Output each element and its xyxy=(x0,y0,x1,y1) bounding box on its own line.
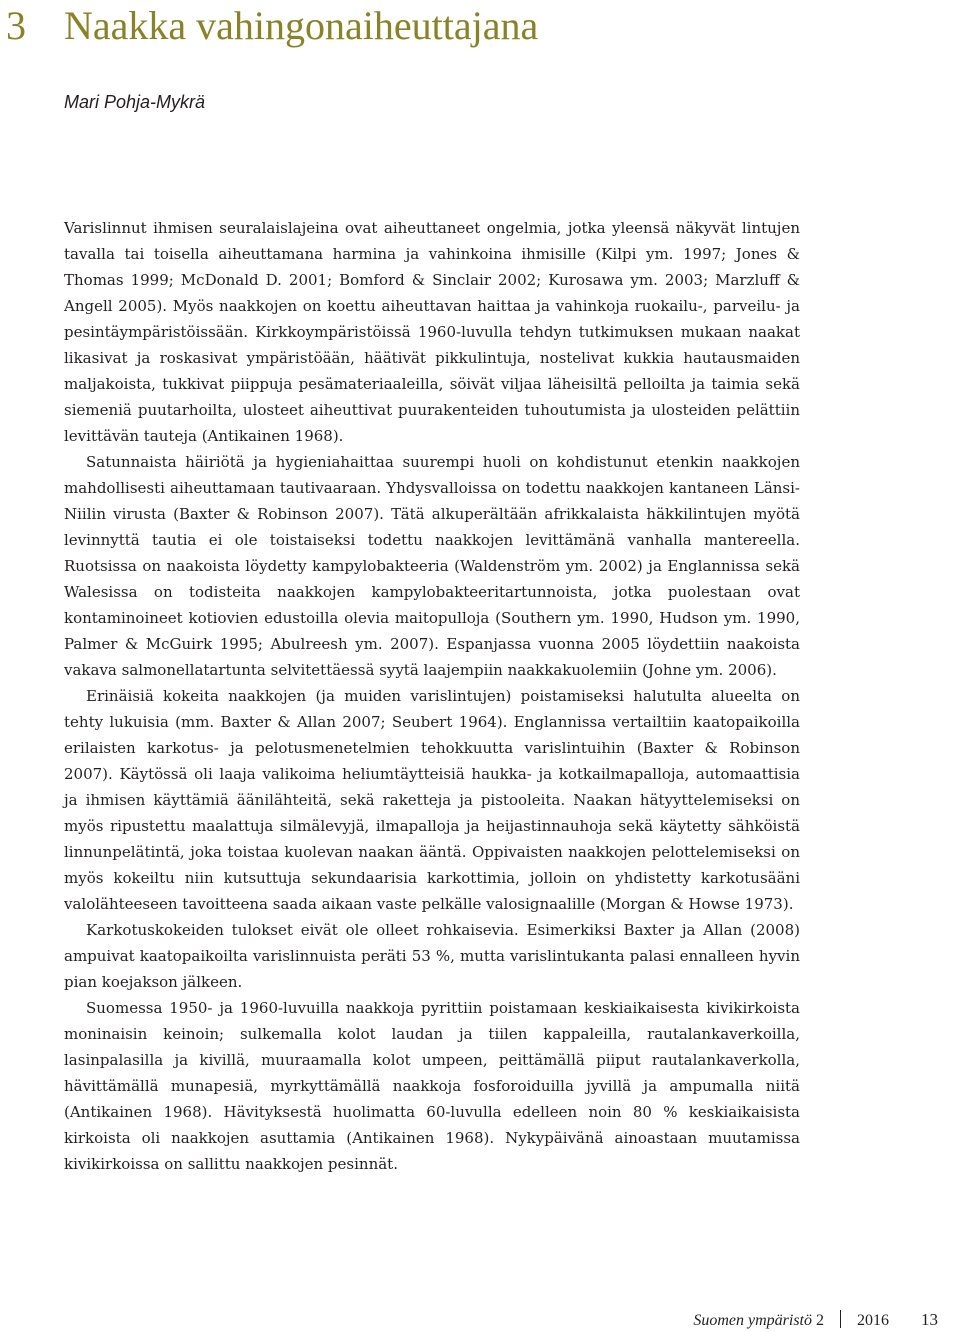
page-footer xyxy=(693,1310,938,1331)
chapter-title: Naakka vahingonaiheuttajana xyxy=(64,3,539,48)
article-body xyxy=(64,215,800,1177)
author-name: Mari Pohja-Mykrä xyxy=(64,92,206,112)
chapter-heading xyxy=(6,4,538,48)
footer-issue: 2 xyxy=(816,1312,824,1329)
paragraph-3: Erinäisiä kokeita naakkojen (ja muiden varislintujen) poistamiseksi halutulta alueelta on tehty lukuisia (mm. Baxter & Allan 2007; Seubert 1964). Englannissa vertailtiin kaatopaikoilla erilaisten karkotus- ja pelotusmenetelmien tehokkuutta varislintuihin (Baxter & Robinson 2007). Käytössä oli laaja valikoima heliumtäytteisiä haukka- ja kotkailmapalloja, automaattisia ja ihmisen käyttämiä äänilähteitä, sekä raketteja ja pistooleita. Naakan hätyyttelemiseksi on myös ripustettu maalattuja silmälevyjä, ilmapalloja ja heijastinnauhoja sekä käytetty sähköistä linnunpelätintä, joka toistaa kuolevan naakan ääntä. Oppivaisten naakkojen pelottelemiseksi on myös kokeiltu niin kutsuttuja sekundaarisia karkottimia, jolloin on yhdistetty karkotusääni valolähteeseen tavoitteena saada aikaan vaste pelkälle valosignaalille (Morgan & Howse 1973). xyxy=(64,687,800,913)
paragraph-1: Varislinnut ihmisen seuralaislajeina ovat aiheuttaneet ongelmia, jotka yleensä näkyvät lintujen tavalla tai toisella aiheuttamana harmina ja vahinkoina ihmisille (Kilpi ym. 1997; Jones & Thomas 1999; McDonald D. 2001; Bomford & Sinclair 2002; Kurosawa ym. 2003; Marzluff & Angell 2005). Myös naakkojen on koettu aiheuttavan haittaa ja vahinkoja ruokailu-, parveilu- ja pesintäympäristöissään. Kirkkoympäristöissä 1960-luvulla tehdyn tutkimuksen mukaan naakat likasivat ja roskasivat ympäristöään, häätivät pikkulintuja, nostelivat kukkia hautausmaiden maljakoista, tukkivat piippuja pesämateriaaleilla, söivät viljaa läheisiltä pelloilta ja taimia sekä siemeniä puutarhoilta, ulosteet aiheuttivat puurakenteiden tuhoutumista ja ulosteiden pelättiin levittävän tauteja (Antikainen 1968). xyxy=(64,219,800,445)
paragraph-4: Karkotuskokeiden tulokset eivät ole olleet rohkaisevia. Esimerkiksi Baxter ja Allan (2008) ampuivat kaatopaikoilta varislinnuista peräti 53 %, mutta varislintukanta palasi ennalleen hyvin pian koejakson jälkeen. xyxy=(64,921,800,991)
footer-publication: Suomen ympäristö xyxy=(693,1312,812,1329)
page-number: 13 xyxy=(921,1310,938,1329)
chapter-number: 3 xyxy=(6,3,26,48)
footer-separator xyxy=(840,1310,841,1328)
footer-year: 2016 xyxy=(857,1312,889,1329)
paragraph-5: Suomessa 1950- ja 1960-luvuilla naakkoja pyrittiin poistamaan keskiaikaisesta kivikirkoista moninaisin keinoin; sulkemalla kolot laudan ja tiilen kappaleilla, rautalankaverkoilla, lasinpalasilla ja kivillä, muuraamalla kolot umpeen, peittämällä piiput rautalankaverkolla, hävittämällä munapesiä, myrkyttämällä naakkoja fosforoiduilla jyvillä ja ampumalla niitä (Antikainen 1968). Hävityksestä huolimatta 60-luvulla edelleen noin 80 % keskiaikaisista kirkoista oli naakkojen asuttamia (Antikainen 1968). Nykypäivänä ainoastaan muutamissa kivikirkoissa on sallittu naakkojen pesinnät. xyxy=(64,999,800,1173)
paragraph-2: Satunnaista häiriötä ja hygieniahaittaa suurempi huoli on kohdistunut etenkin naakkojen mahdollisesti aiheuttamaan tautivaaraan. Yhdysvalloissa on todettu naakkojen kantaneen Länsi-Niilin virusta (Baxter & Robinson 2007). Tätä alkuperältään afrikkalaista häkkilintujen myötä levinnyttä tautia ei ole toistaiseksi todettu naakkojen levittämänä vanhalla mantereella. Ruotsissa on naakoista löydetty kampylobakteeria (Waldenström ym. 2002) ja Englannissa sekä Walesissa on todisteita naakkojen kampylobakteeritartunnoista, jotka puolestaan ovat kontaminoineet kotiovien edustoilla olevia maitopulloja (Southern ym. 1990, Hudson ym. 1990, Palmer & McGuirk 1995; Abulreesh ym. 2007). Espanjassa vuonna 2005 löydettiin naakoista vakava salmonellatartunta selvitettäessä syytä laajempiin naakkakuolemiin (Johne ym. 2006). xyxy=(64,453,800,679)
